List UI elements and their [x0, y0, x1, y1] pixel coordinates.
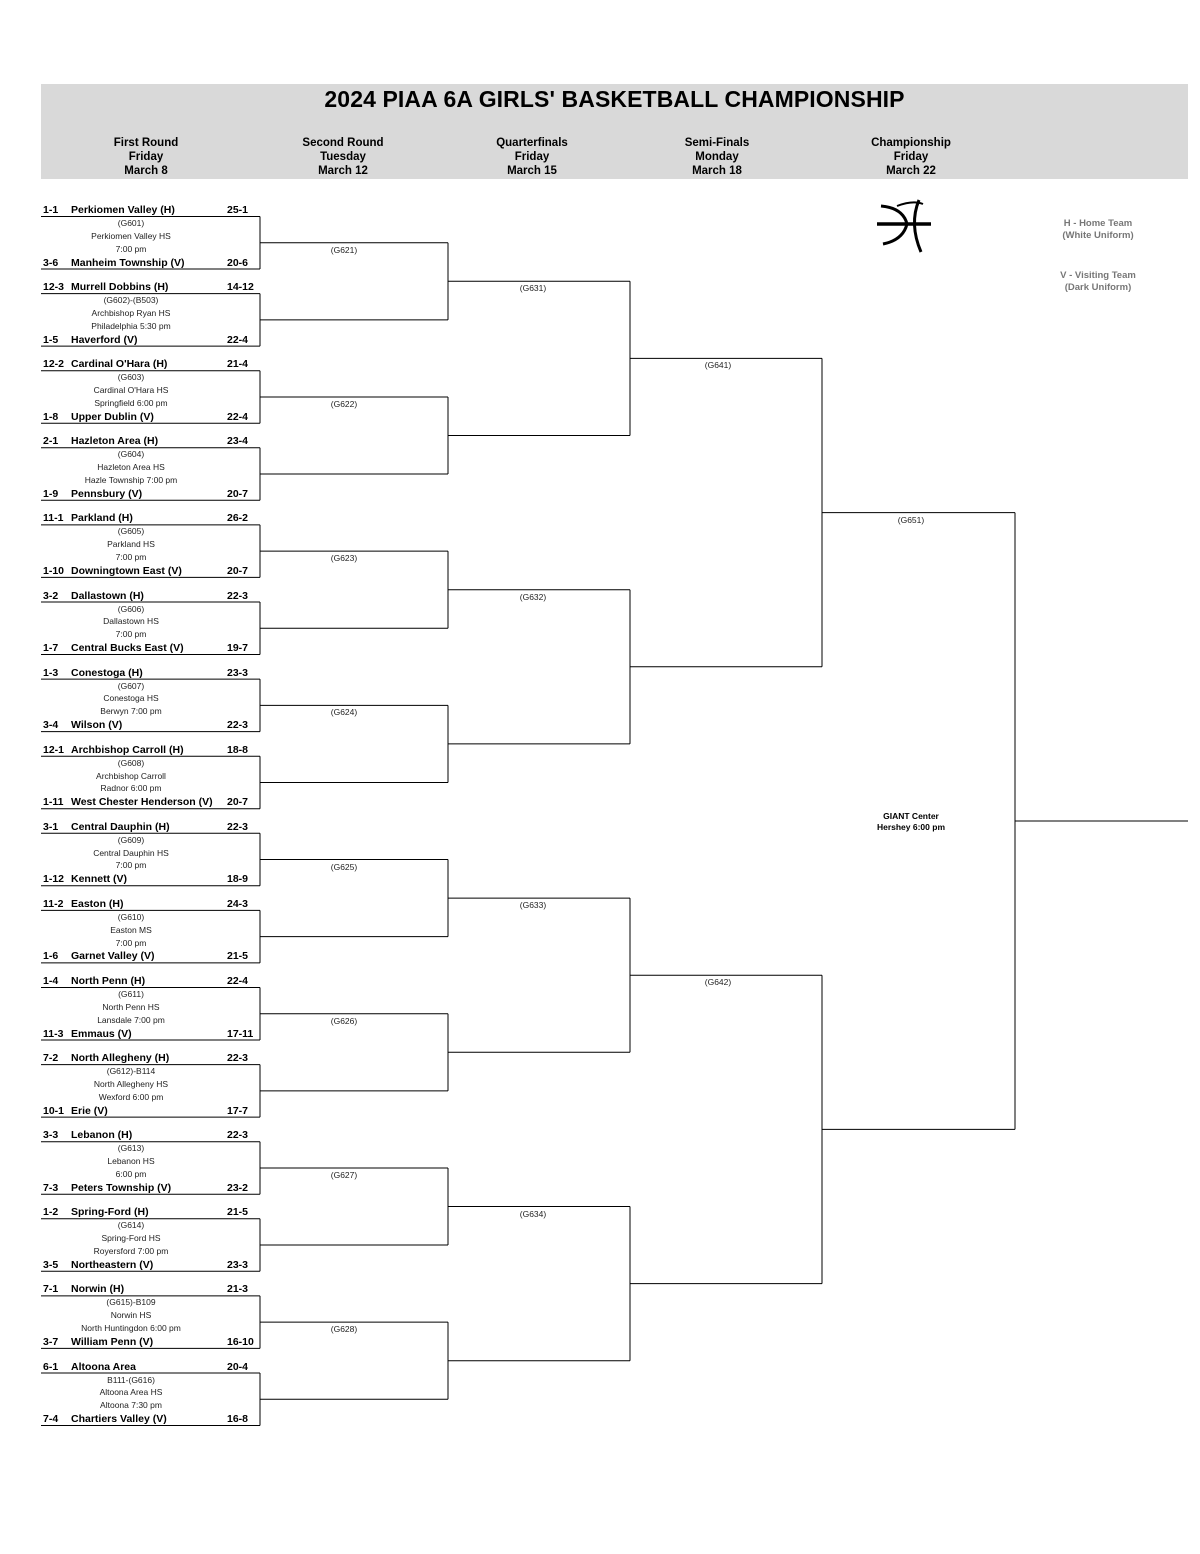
seed: 7-1: [43, 1283, 59, 1296]
team-name: Perkiomen Valley (H): [71, 204, 175, 216]
venue-time: 7:00 pm: [115, 243, 147, 254]
record-top: 18-8: [227, 743, 249, 756]
venue-time: Royersford 7:00 pm: [93, 1245, 169, 1256]
team-top: [43, 744, 184, 756]
venue-time: Radnor 6:00 pm: [100, 783, 162, 794]
team-top: [43, 1206, 149, 1218]
championship-time: Hershey 6:00 pm: [876, 822, 946, 832]
record-bottom: 20-7: [227, 796, 249, 809]
team-bottom: [43, 1336, 153, 1348]
team-bottom: [43, 873, 127, 885]
team-top: [43, 1129, 132, 1141]
round-header-name: Championship: [871, 137, 951, 149]
venue-line: Parkland HS: [107, 539, 155, 550]
team-top: [43, 590, 144, 602]
record-bottom: 23-3: [227, 1258, 249, 1271]
seed: 6-1: [43, 1360, 59, 1373]
venue-line: Dallastown HS: [103, 616, 159, 627]
seed: 1-11: [43, 796, 64, 809]
seed: 1-2: [43, 1206, 59, 1219]
record-bottom: 22-4: [227, 410, 249, 423]
round-header-date: March 12: [318, 165, 368, 177]
seed: 1-7: [43, 642, 59, 654]
record-top: 14-12: [227, 281, 254, 294]
game-number: (G611): [118, 989, 144, 999]
legend-visit-note: (Dark Uniform): [1064, 282, 1132, 293]
record-bottom: 23-2: [227, 1181, 249, 1194]
game-number: (G614): [117, 1220, 145, 1231]
record-bottom: 18-9: [227, 873, 249, 886]
venue-line: Norwin HS: [110, 1310, 152, 1321]
team-top: [43, 435, 158, 447]
venue-line: Central Dauphin HS: [93, 847, 169, 858]
seed: 1-1: [43, 204, 59, 216]
record-top: 22-4: [227, 975, 249, 987]
record-top: 21-5: [227, 1206, 249, 1219]
legend-home: [1028, 218, 1168, 242]
round-header-name: Quarterfinals: [496, 137, 568, 149]
record-bottom: 16-10: [227, 1335, 254, 1348]
legend-home-label: H - Home Team: [1063, 218, 1133, 229]
game-label: (G631): [519, 283, 547, 294]
team-bottom: [43, 488, 142, 500]
game-label: (G627): [330, 1169, 358, 1180]
game-number: (G608): [117, 757, 145, 768]
team-name: Murrell Dobbins (H): [71, 281, 169, 294]
game-number: (G602)-(B503): [103, 295, 159, 306]
game-number: (G601): [117, 218, 145, 228]
game-label: (G621): [330, 244, 358, 255]
venue-time: Hazle Township 7:00 pm: [84, 474, 178, 485]
venue-line: Altoona Area HS: [99, 1387, 163, 1398]
team-name: Wilson (V): [71, 719, 123, 732]
game-label: (G625): [330, 861, 358, 872]
team-top: [43, 667, 143, 679]
seed: 7-2: [43, 1052, 59, 1065]
team-bottom: [43, 796, 213, 808]
record-top: 22-3: [227, 820, 249, 833]
seed: 1-12: [43, 873, 65, 886]
team-bottom: [43, 1105, 108, 1117]
record-bottom: 21-5: [227, 950, 249, 963]
seed: 1-6: [43, 950, 59, 963]
game-label: (G632): [519, 591, 547, 602]
page-title: 2024 PIAA 6A GIRLS' BASKETBALL CHAMPIONSHIP: [324, 86, 905, 112]
game-number: (G610): [117, 911, 145, 922]
seed: 3-3: [43, 1129, 59, 1142]
team-top: [43, 204, 175, 216]
seed: 3-1: [43, 820, 59, 833]
team-name: Northeastern (V): [71, 1258, 154, 1271]
record-top: 23-3: [227, 666, 249, 679]
game-number: (G607): [117, 680, 145, 691]
record-bottom: 16-8: [227, 1413, 249, 1425]
venue-line: Easton MS: [110, 924, 152, 935]
seed: 12-2: [43, 358, 65, 371]
game-label: (G624): [330, 707, 358, 718]
record-bottom: 17-11: [227, 1027, 254, 1040]
round-header-date: March 15: [507, 165, 557, 177]
team-name: Central Dauphin (H): [71, 820, 170, 833]
team-name: Garnet Valley (V): [71, 950, 155, 963]
team-name: Dallastown (H): [71, 589, 144, 602]
seed: 3-4: [43, 719, 59, 732]
game-number: (G609): [117, 834, 145, 845]
seed: 12-1: [43, 743, 65, 756]
team-name: Downingtown East (V): [71, 564, 182, 577]
team-name: Parkland (H): [71, 512, 133, 525]
team-bottom: [43, 565, 182, 577]
record-top: 22-3: [227, 1052, 249, 1065]
venue-line: North Allegheny HS: [93, 1078, 169, 1089]
legend-home-note: (White Uniform): [1062, 230, 1134, 241]
round-header-day: Monday: [695, 151, 739, 163]
seed: 1-10: [43, 564, 65, 577]
round-header-name: First Round: [113, 137, 179, 149]
seed: 7-4: [43, 1413, 59, 1425]
team-bottom: [43, 1413, 167, 1425]
record-bottom: 19-7: [227, 642, 249, 654]
team-name: Erie (V): [71, 1104, 108, 1117]
team-bottom: [43, 950, 154, 962]
seed: 3-2: [43, 589, 59, 602]
record-bottom: 20-6: [227, 256, 249, 269]
venue-time: Berwyn 7:00 pm: [100, 706, 162, 717]
game-label: (G642): [704, 977, 732, 988]
venue-time: 7:00 pm: [115, 937, 147, 948]
team-name: Upper Dublin (V): [71, 410, 154, 423]
record-bottom: 17-7: [227, 1104, 249, 1117]
record-top: 23-4: [227, 435, 249, 448]
team-name: West Chester Henderson (V): [71, 796, 213, 809]
team-name: Hazleton Area (H): [71, 435, 159, 448]
record-top: 21-3: [227, 1283, 249, 1296]
venue-time: Springfield 6:00 pm: [94, 397, 168, 408]
team-name: Emmaus (V): [71, 1027, 132, 1040]
team-name: Kennett (V): [71, 873, 127, 886]
venue-line: Conestoga HS: [103, 693, 159, 704]
team-name: Altoona Area: [71, 1360, 136, 1373]
venue-line: Perkiomen Valley HS: [91, 230, 171, 241]
venue-line: Cardinal O'Hara HS: [93, 385, 169, 395]
team-name: Archbishop Carroll (H): [71, 743, 184, 756]
seed: 1-9: [43, 487, 59, 500]
seed: 3-7: [43, 1335, 59, 1348]
game-label: (G633): [519, 900, 547, 911]
team-name: Manheim Township (V): [71, 256, 185, 269]
seed: 11-1: [43, 512, 64, 525]
team-bottom: [43, 642, 184, 654]
basketball-icon: [873, 198, 933, 259]
seed: 1-3: [43, 666, 59, 679]
seed: 7-3: [43, 1181, 59, 1194]
record-bottom: 22-4: [227, 333, 249, 346]
round-header-date: March 22: [886, 165, 936, 177]
seed: 1-5: [43, 333, 59, 346]
team-bottom: [43, 1259, 153, 1271]
game-number: (G604): [117, 449, 145, 460]
game-label: (G628): [330, 1324, 358, 1335]
venue-time: 6:00 pm: [115, 1168, 147, 1179]
venue-time: Altoona 7:30 pm: [100, 1400, 162, 1411]
team-name: Spring-Ford (H): [71, 1206, 149, 1219]
round-header-day: Friday: [514, 151, 550, 163]
record-top: 20-4: [227, 1360, 249, 1373]
record-bottom: 22-3: [227, 719, 249, 732]
venue-line: Archbishop Ryan HS: [91, 307, 171, 318]
round-header-date: March 8: [124, 165, 168, 177]
team-name: Peters Township (V): [71, 1181, 172, 1194]
team-bottom: [43, 719, 122, 731]
game-number: B111-(G616): [107, 1374, 155, 1385]
venue-time: Philadelphia 5:30 pm: [91, 320, 171, 331]
game-number: (G615)-B109: [106, 1297, 156, 1308]
championship-venue: GIANT Center: [883, 811, 939, 821]
seed: 11-2: [43, 897, 64, 910]
game-number: (G605): [117, 526, 145, 537]
team-bottom: [43, 334, 138, 346]
record-top: 22-3: [227, 589, 249, 602]
venue-time: North Huntingdon 6:00 pm: [81, 1323, 181, 1333]
venue-line: North Penn HS: [102, 1001, 160, 1012]
record-bottom: 20-7: [227, 487, 249, 500]
round-header-day: Friday: [128, 151, 164, 163]
game-number: (G603): [117, 372, 145, 383]
team-name: Chartiers Valley (V): [71, 1413, 167, 1425]
team-bottom: [43, 257, 185, 269]
round-header-name: Second Round: [302, 137, 384, 149]
game-label: (G626): [330, 1015, 358, 1026]
team-bottom: [43, 1182, 171, 1194]
seed: 2-1: [43, 435, 59, 448]
team-name: William Penn (V): [71, 1335, 154, 1348]
team-top: [43, 975, 145, 987]
venue-time: 7:00 pm: [115, 552, 147, 562]
team-name: North Allegheny (H): [71, 1052, 170, 1065]
team-name: Haverford (V): [71, 333, 138, 346]
legend-visit-label: V - Visiting Team: [1060, 270, 1136, 281]
team-name: Lebanon (H): [71, 1129, 133, 1142]
legend-visit: [1028, 270, 1168, 294]
team-name: Pennsbury (V): [71, 487, 143, 500]
venue-line: Archbishop Carroll: [96, 770, 166, 781]
venue-time: Lansdale 7:00 pm: [97, 1014, 165, 1025]
round-header-date: March 18: [692, 165, 742, 177]
team-name: Conestoga (H): [71, 666, 143, 679]
game-number: (G613): [117, 1143, 145, 1154]
round-header-name: Semi-Finals: [684, 137, 750, 149]
record-bottom: 20-7: [227, 564, 249, 577]
team-name: North Penn (H): [71, 975, 146, 987]
venue-line: Hazleton Area HS: [97, 462, 165, 473]
seed: 1-4: [43, 975, 59, 987]
game-number: (G612)-B114: [106, 1066, 156, 1077]
team-name: Norwin (H): [71, 1283, 125, 1296]
seed: 12-3: [43, 281, 65, 294]
game-label: (G651): [897, 514, 925, 525]
game-label: (G623): [330, 553, 358, 564]
venue-line: Lebanon HS: [107, 1156, 155, 1166]
seed: 3-5: [43, 1258, 59, 1271]
team-top: [43, 358, 167, 370]
game-label: (G634): [519, 1208, 547, 1219]
record-top: 25-1: [227, 204, 249, 216]
seed: 10-1: [43, 1104, 65, 1117]
record-top: 24-3: [227, 897, 249, 910]
team-top: [43, 821, 170, 833]
team-bottom: [43, 1028, 132, 1040]
team-top: [43, 1283, 124, 1295]
venue-time: 7:00 pm: [115, 860, 147, 871]
record-top: 26-2: [227, 512, 249, 525]
record-top: 22-3: [227, 1129, 249, 1142]
game-label: (G622): [330, 398, 358, 409]
team-name: Cardinal O'Hara (H): [71, 358, 168, 371]
game-number: (G606): [117, 603, 145, 614]
team-top: [43, 898, 124, 910]
seed: 1-8: [43, 410, 59, 423]
team-top: [43, 281, 168, 293]
game-label: (G641): [704, 360, 732, 371]
venue-time: Wexford 6:00 pm: [98, 1091, 164, 1102]
team-top: [43, 1052, 169, 1064]
venue-time: 7:00 pm: [115, 629, 147, 640]
team-bottom: [43, 411, 154, 423]
team-top: [43, 1361, 136, 1373]
team-top: [43, 512, 133, 524]
round-header-day: Tuesday: [320, 151, 366, 163]
seed: 3-6: [43, 256, 59, 269]
round-header-day: Friday: [893, 151, 929, 163]
seed: 11-3: [43, 1027, 64, 1040]
team-name: Easton (H): [71, 897, 124, 910]
team-name: Central Bucks East (V): [71, 642, 184, 654]
record-top: 21-4: [227, 358, 249, 371]
venue-line: Spring-Ford HS: [101, 1233, 161, 1244]
